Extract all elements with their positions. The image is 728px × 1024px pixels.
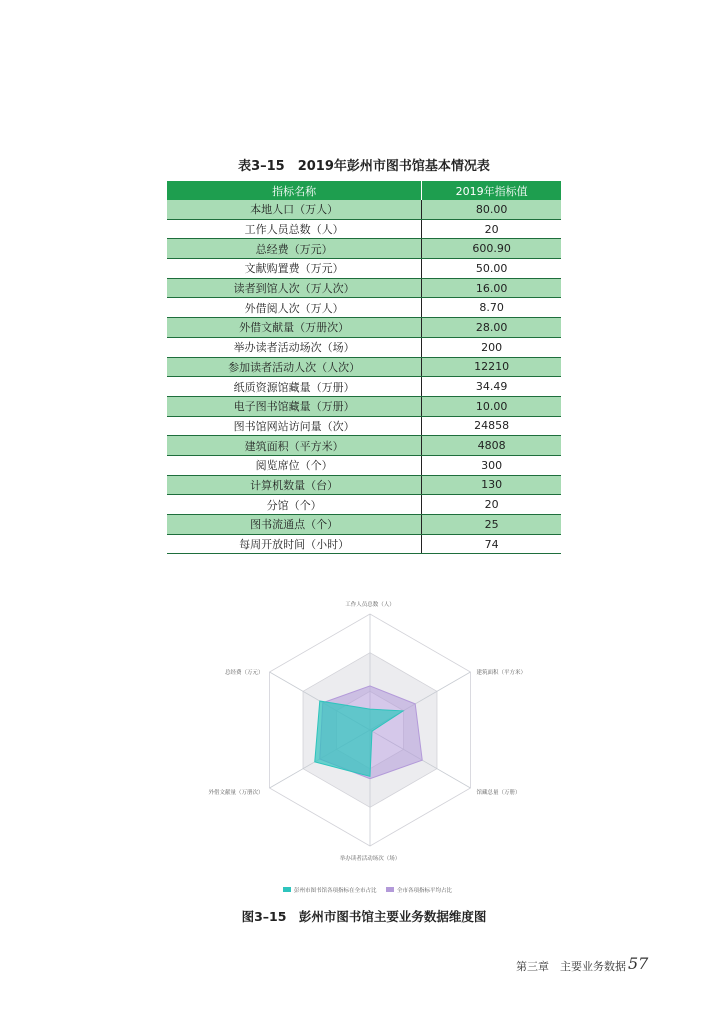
row-indicator-value: 10.00 bbox=[422, 396, 561, 416]
radar-axis-label: 工作人员总数（人） bbox=[345, 602, 395, 608]
row-indicator-value: 130 bbox=[422, 475, 561, 495]
figure-caption: 图3–15 彭州市图书馆主要业务数据维度图 bbox=[241, 909, 487, 924]
legend-swatch bbox=[386, 887, 394, 892]
row-indicator-name: 建筑面积（平方米） bbox=[167, 436, 422, 456]
chapter-footer: 第三章 主要业务数据 bbox=[516, 960, 626, 973]
row-indicator-name: 纸质资源馆藏量（万册） bbox=[167, 377, 422, 397]
table-row bbox=[167, 357, 561, 377]
table-row bbox=[167, 298, 561, 318]
row-indicator-name: 读者到馆人次（万人次） bbox=[167, 278, 422, 298]
row-indicator-value: 300 bbox=[422, 455, 561, 475]
row-indicator-name: 每周开放时间（小时） bbox=[167, 534, 422, 554]
row-indicator-name: 文献购置费（万元） bbox=[167, 259, 422, 279]
radar-axis-label: 总经费（万元） bbox=[225, 670, 264, 676]
legend-label: 全市各项指标平均占比 bbox=[397, 888, 453, 894]
row-indicator-value: 20 bbox=[422, 219, 561, 239]
table-title: 表3–15 2019年彭州市图书馆基本情况表 bbox=[238, 159, 490, 174]
row-indicator-value: 8.70 bbox=[422, 298, 561, 318]
legend-swatch bbox=[283, 887, 291, 892]
header-indicator-name: 指标名称 bbox=[167, 181, 422, 200]
table-row bbox=[167, 200, 561, 219]
table-row bbox=[167, 515, 561, 535]
row-indicator-name: 图书流通点（个） bbox=[167, 515, 422, 535]
table-row bbox=[167, 337, 561, 357]
row-indicator-name: 阅览席位（个） bbox=[167, 455, 422, 475]
row-indicator-name: 举办读者活动场次（场） bbox=[167, 337, 422, 357]
table-row bbox=[167, 239, 561, 259]
table-row bbox=[167, 377, 561, 397]
table-body bbox=[167, 200, 561, 554]
row-indicator-name: 分馆（个） bbox=[167, 495, 422, 515]
table-header-row bbox=[167, 181, 561, 200]
row-indicator-value: 28.00 bbox=[422, 318, 561, 338]
row-indicator-value: 34.49 bbox=[422, 377, 561, 397]
row-indicator-value: 4808 bbox=[422, 436, 561, 456]
row-indicator-name: 工作人员总数（人） bbox=[167, 219, 422, 239]
table-row bbox=[167, 436, 561, 456]
row-indicator-name: 外借阅人次（万人） bbox=[167, 298, 422, 318]
table-row bbox=[167, 416, 561, 436]
row-indicator-value: 25 bbox=[422, 515, 561, 535]
row-indicator-name: 本地人口（万人） bbox=[167, 200, 422, 219]
row-indicator-name: 计算机数量（台） bbox=[167, 475, 422, 495]
radar-axis-label: 建筑面积（平方米） bbox=[476, 670, 526, 676]
table-row bbox=[167, 219, 561, 239]
row-indicator-name: 图书馆网站访问量（次） bbox=[167, 416, 422, 436]
row-indicator-name: 外借文献量（万册次） bbox=[167, 318, 422, 338]
row-indicator-value: 74 bbox=[422, 534, 561, 554]
radar-axis-label: 举办读者活动场次（场） bbox=[339, 856, 401, 862]
page-number: 57 bbox=[628, 954, 649, 973]
radar-legend bbox=[283, 886, 453, 894]
table-row bbox=[167, 455, 561, 475]
row-indicator-value: 200 bbox=[422, 337, 561, 357]
radar-axis-label: 外借文献量（万册次） bbox=[208, 790, 264, 796]
table-row bbox=[167, 278, 561, 298]
row-indicator-value: 24858 bbox=[422, 416, 561, 436]
table-row bbox=[167, 534, 561, 554]
table-row bbox=[167, 396, 561, 416]
table-row bbox=[167, 495, 561, 515]
table-row bbox=[167, 475, 561, 495]
radar-axis-label: 馆藏总量（万册） bbox=[476, 790, 521, 796]
radar-chart bbox=[180, 590, 560, 902]
row-indicator-name: 参加读者活动人次（人次） bbox=[167, 357, 422, 377]
row-indicator-value: 20 bbox=[422, 495, 561, 515]
row-indicator-name: 电子图书馆藏量（万册） bbox=[167, 396, 422, 416]
table-row bbox=[167, 259, 561, 279]
row-indicator-value: 50.00 bbox=[422, 259, 561, 279]
header-indicator-value: 2019年指标值 bbox=[422, 181, 561, 200]
table-row bbox=[167, 318, 561, 338]
row-indicator-name: 总经费（万元） bbox=[167, 239, 422, 259]
legend-label: 彭州市图书馆各项指标在全市占比 bbox=[294, 888, 377, 894]
row-indicator-value: 80.00 bbox=[422, 200, 561, 219]
row-indicator-value: 600.90 bbox=[422, 239, 561, 259]
data-table bbox=[167, 181, 561, 554]
row-indicator-value: 16.00 bbox=[422, 278, 561, 298]
radar-series bbox=[315, 686, 422, 779]
row-indicator-value: 12210 bbox=[422, 357, 561, 377]
